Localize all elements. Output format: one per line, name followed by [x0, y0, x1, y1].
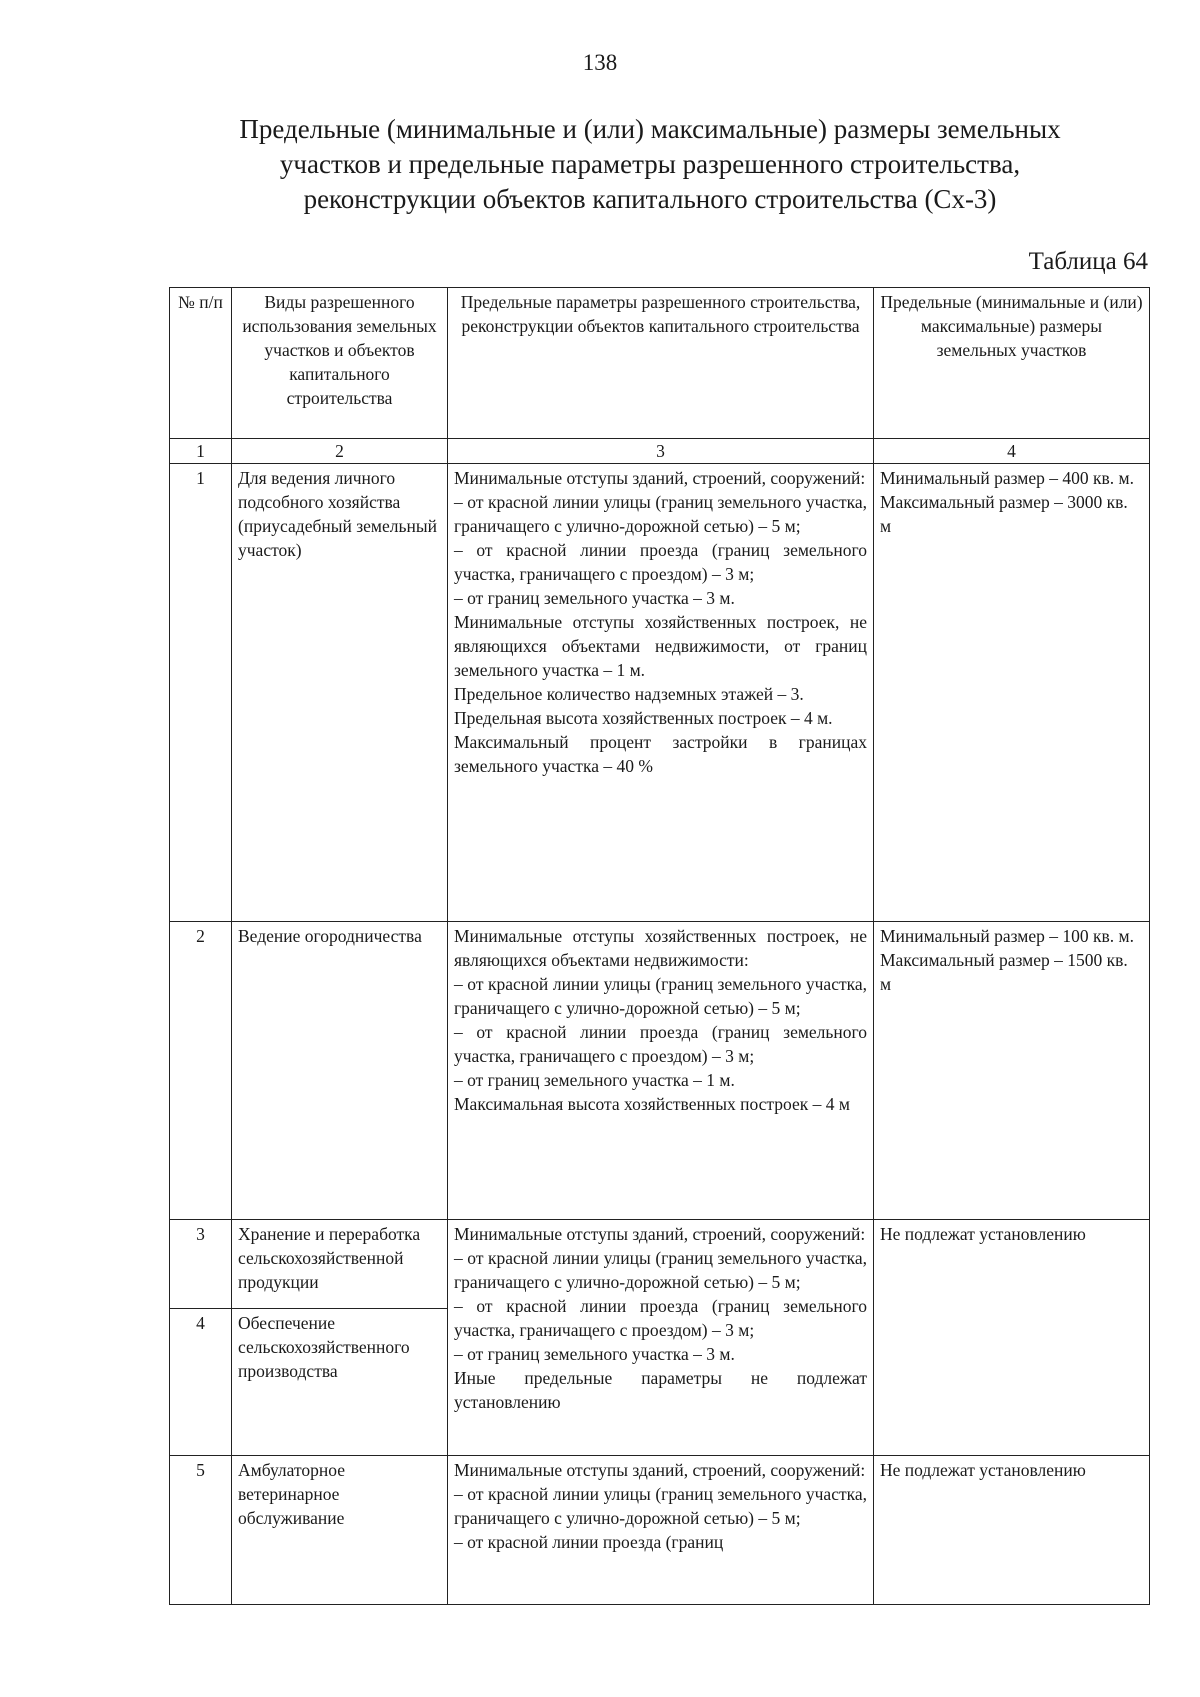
parameter-line: – от красной линии проезда (границ: [454, 1532, 724, 1552]
parameter-line: Предельная высота хозяйственных построек – 4 м.: [454, 708, 833, 728]
row-number: 1: [170, 464, 232, 922]
parameter-line: – от границ земельного участка – 1 м.: [454, 1070, 735, 1090]
parameter-line: Минимальные отступы хозяйственных построек, не являющихся объектами недвижимости:: [454, 926, 867, 970]
column-number: 2: [232, 439, 448, 464]
permitted-use: Обеспечение сельскохозяйственного производства: [232, 1309, 448, 1456]
parameter-line: Максимальная высота хозяйственных построек – 4 м: [454, 1094, 850, 1114]
parameter-line: Максимальный процент застройки в границах земельного участка – 40 %: [454, 732, 867, 776]
row-number: 4: [170, 1309, 232, 1456]
page-number: 138: [582, 50, 618, 75]
permitted-use: Для ведения личного подсобного хозяйства (приусадебный земельный участок): [232, 464, 448, 922]
construction-parameters: [448, 1220, 874, 1456]
parameter-line: Минимальные отступы зданий, строений, сооружений:: [454, 468, 866, 488]
land-parameters-table: [169, 287, 1150, 1605]
parameter-line: Минимальные отступы зданий, строений, сооружений:: [454, 1224, 866, 1244]
size-line: Максимальный размер – 1500 кв. м: [880, 950, 1128, 994]
parameter-line: – от красной линии улицы (границ земельного участка, граничащего с улично-дорожной сетью) – 5 м;: [454, 1484, 867, 1528]
parameter-line: Иные предельные параметры не подлежат установлению: [454, 1368, 867, 1412]
plot-sizes: [874, 1220, 1150, 1456]
row-number: 2: [170, 922, 232, 1220]
construction-parameters: [448, 922, 874, 1220]
construction-parameters: [448, 464, 874, 922]
size-line: Минимальный размер – 100 кв. м.: [880, 926, 1134, 946]
table-caption: Таблица 64: [1028, 248, 1148, 275]
parameter-line: – от красной линии улицы (границ земельного участка, граничащего с улично-дорожной сетью) – 5 м;: [454, 974, 867, 1018]
plot-sizes: [874, 922, 1150, 1220]
header-plot-sizes: Предельные (минимальные и (или) максимальные) размеры земельных участков: [874, 288, 1150, 439]
column-number: 3: [448, 439, 874, 464]
plot-sizes: [874, 1456, 1150, 1605]
title-line-2: участков и предельные параметры разрешенного строительства,: [279, 149, 1021, 179]
table-row: [170, 1456, 1150, 1605]
parameter-line: – от красной линии улицы (границ земельного участка, граничащего с улично-дорожной сетью) – 5 м;: [454, 1248, 867, 1292]
parameter-line: Минимальные отступы зданий, строений, сооружений:: [454, 1460, 866, 1480]
table-row: [170, 464, 1150, 922]
size-line: Минимальный размер – 400 кв. м.: [880, 468, 1134, 488]
construction-parameters: [448, 1456, 874, 1605]
plot-sizes: [874, 464, 1150, 922]
row-number: 5: [170, 1456, 232, 1605]
parameter-line: – от границ земельного участка – 3 м.: [454, 588, 735, 608]
size-line: Не подлежат установлению: [880, 1460, 1086, 1480]
row-number: 3: [170, 1220, 232, 1309]
permitted-use: Ведение огородничества: [232, 922, 448, 1220]
parameter-line: – от границ земельного участка – 3 м.: [454, 1344, 735, 1364]
permitted-use: Хранение и переработка сельскохозяйственной продукции: [232, 1220, 448, 1309]
parameter-line: – от красной линии проезда (границ земельного участка, граничащего с проездом) – 3 м;: [454, 1296, 867, 1340]
size-line: Максимальный размер – 3000 кв. м: [880, 492, 1128, 536]
header-number: № п/п: [170, 288, 232, 439]
table-row: [170, 1220, 1150, 1309]
table-row: [170, 922, 1150, 1220]
size-line: Не подлежат установлению: [880, 1224, 1086, 1244]
parameter-line: Предельное количество надземных этажей – 3.: [454, 684, 804, 704]
permitted-use: Амбулаторное ветеринарное обслуживание: [232, 1456, 448, 1605]
column-number: 1: [170, 439, 232, 464]
column-number: 4: [874, 439, 1150, 464]
title-line-1: Предельные (минимальные и (или) максимальные) размеры земельных: [239, 114, 1061, 144]
header-permitted-use: Виды разрешенного использования земельных участков и объектов капитального строительства: [232, 288, 448, 439]
title-line-3: реконструкции объектов капитального строительства (Сх-3): [303, 184, 997, 214]
document-title: [200, 112, 1100, 217]
parameter-line: – от красной линии улицы (границ земельного участка, граничащего с улично-дорожной сетью) – 5 м;: [454, 492, 867, 536]
header-construction-parameters: Предельные параметры разрешенного строительства, реконструкции объектов капитального строительства: [448, 288, 874, 439]
parameter-line: – от красной линии проезда (границ земельного участка, граничащего с проездом) – 3 м;: [454, 1022, 867, 1066]
parameter-line: Минимальные отступы хозяйственных построек, не являющихся объектами недвижимости, от границ земельного участка – 1 м.: [454, 612, 867, 680]
parameter-line: – от красной линии проезда (границ земельного участка, граничащего с проездом) – 3 м;: [454, 540, 867, 584]
column-number-row: [170, 439, 1150, 464]
table-header-row: [170, 288, 1150, 439]
